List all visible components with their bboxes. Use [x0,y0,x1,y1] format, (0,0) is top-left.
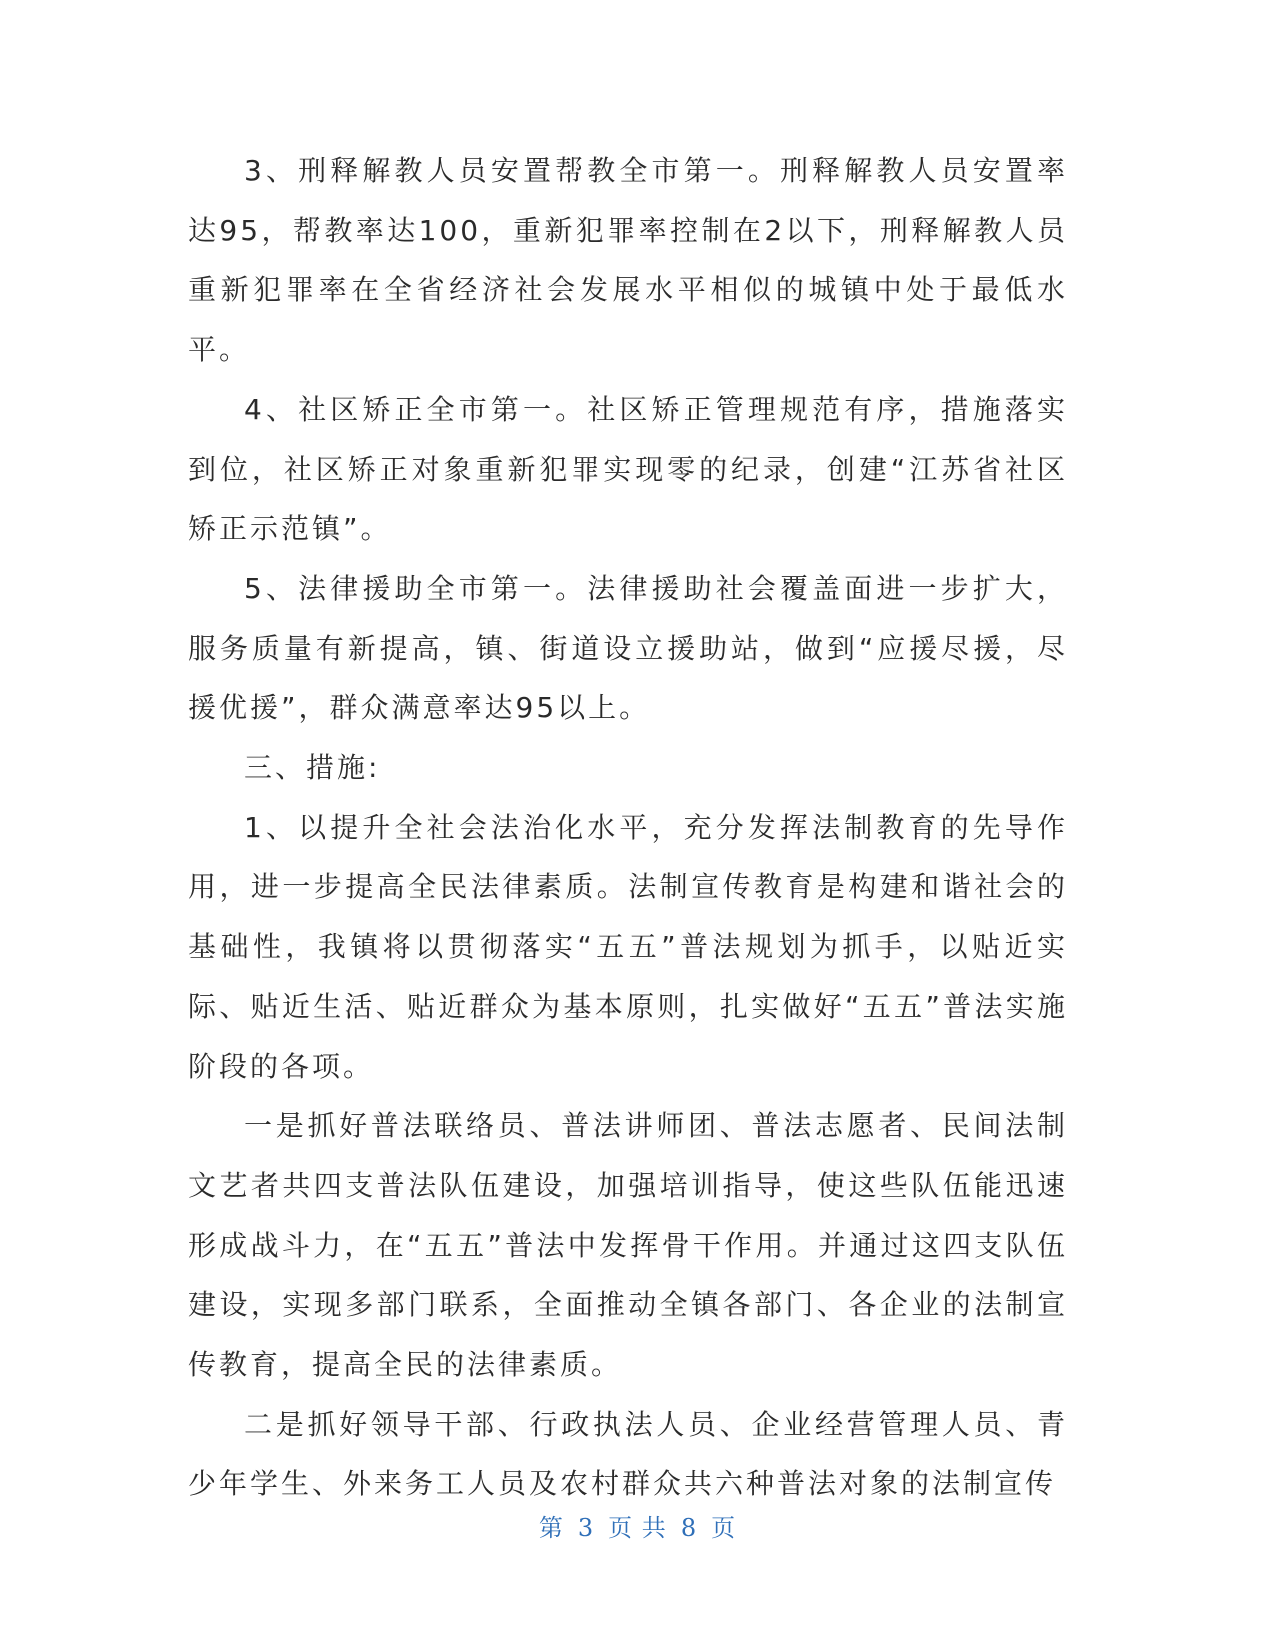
footer-middle: 页 共 [608,1514,667,1542]
paragraph-item-4: 4、社区矫正全市第一。社区矫正管理规范有序，措施落实到位，社区矫正对象重新犯罪实现零的纪录，创建“江苏省社区矫正示范镇”。 [188,392,1068,546]
paragraph-first-point: 一是抓好普法联络员、普法讲师团、普法志愿者、民间法制文艺者共四支普法队伍建设，加强培训指导，使这些队伍能迅速形成战斗力，在“五五”普法中发挥骨干作用。并通过这四支队伍建设，实现多部门联系，全面推动全镇各部门、各企业的法制宣传教育，提高全民的法律素质。 [188,1109,1068,1382]
current-page-number: 3 [577,1514,595,1542]
total-page-number: 8 [680,1514,698,1542]
paragraph-second-point: 二是抓好领导干部、行政执法人员、企业经营管理人员、青少年学生、外来务工人员及农村群众共六种普法对象的法制宣传 [188,1407,1068,1501]
footer-prefix: 第 [538,1514,564,1542]
section-heading-measures: 三、措施: [244,751,381,785]
footer-suffix: 页 [711,1514,737,1542]
paragraph-item-5: 5、法律援助全市第一。法律援助社会覆盖面进一步扩大，服务质量有新提高，镇、街道设立援助站，做到“应援尽援，尽援优援”，群众满意率达95以上。 [188,571,1068,725]
paragraph-measure-1: 1、以提升全社会法治化水平，充分发挥法制教育的先导作用，进一步提高全民法律素质。法制宣传教育是构建和谐社会的基础性，我镇将以贯彻落实“五五”普法规划为抓手，以贴近实际、贴近生活、贴近群众为基本原则，扎实做好“五五”普法实施阶段的各项。 [188,810,1068,1083]
page-footer [0,1513,1275,1543]
document-body [188,141,1068,1514]
paragraph-item-3: 3、刑释解教人员安置帮教全市第一。刑释解教人员安置率达95，帮教率达100，重新犯罪率控制在2以下，刑释解教人员重新犯罪率在全省经济社会发展水平相似的城镇中处于最低水平。 [188,154,1068,367]
